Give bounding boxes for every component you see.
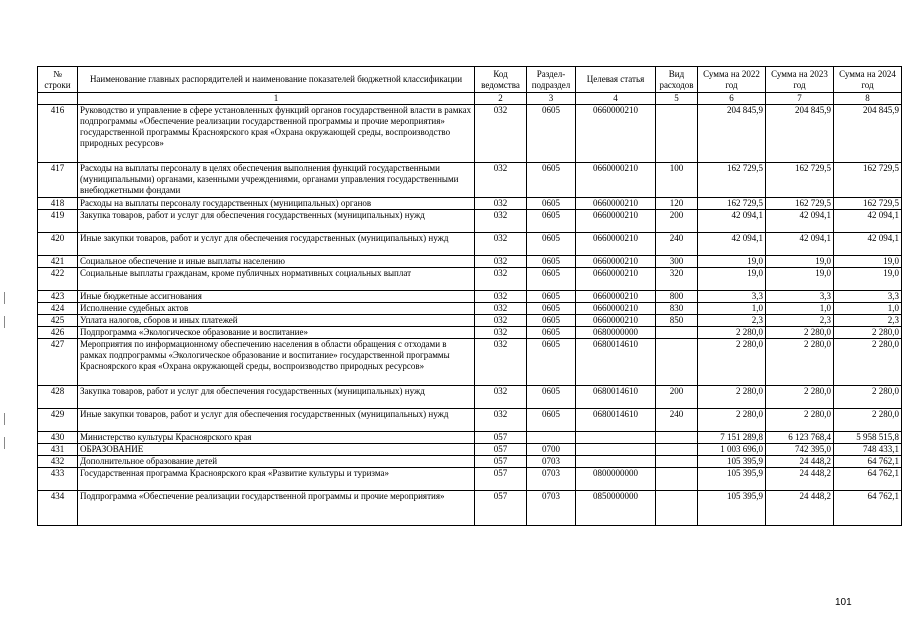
column-number: 2 [475,93,527,105]
row-exp-type [656,327,698,339]
row-section: 0703 [527,491,576,526]
row-name: Иные бюджетные ассигнования [78,291,475,303]
row-section: 0605 [527,315,576,327]
row-dept-code: 057 [475,468,527,491]
row-section: 0700 [527,444,576,456]
row-sum-2022: 7 151 289,8 [698,432,766,444]
row-dept-code: 057 [475,456,527,468]
header-exp-type: Вид расходов [656,67,698,93]
row-target: 0680014610 [576,386,656,409]
row-target: 0660000210 [576,198,656,210]
table-row [38,468,902,491]
header-sum-2022: Сумма на 2022 год [698,67,766,93]
table-row [38,444,902,456]
scan-margin-marks [0,0,10,640]
row-name: Подпрограмма «Экологическое образование и воспитание» [78,327,475,339]
row-number: 428 [38,386,78,409]
row-number: 429 [38,409,78,432]
row-sum-2023: 742 395,0 [766,444,834,456]
column-number [38,93,78,105]
row-sum-2022: 105 395,9 [698,468,766,491]
row-sum-2023: 24 448,2 [766,468,834,491]
row-target: 0660000210 [576,105,656,163]
row-target: 0680014610 [576,339,656,386]
row-sum-2023: 42 094,1 [766,233,834,256]
row-exp-type: 200 [656,386,698,409]
row-sum-2022: 162 729,5 [698,198,766,210]
row-name: Закупка товаров, работ и услуг для обеспечения государственных (муниципальных) нужд [78,210,475,233]
row-dept-code: 057 [475,432,527,444]
row-number: 416 [38,105,78,163]
table-row [38,233,902,256]
row-number: 426 [38,327,78,339]
table-row [38,386,902,409]
row-sum-2024: 42 094,1 [834,210,902,233]
row-dept-code: 032 [475,105,527,163]
column-number: 3 [527,93,576,105]
row-dept-code: 032 [475,339,527,386]
row-sum-2024: 1,0 [834,303,902,315]
row-sum-2022: 204 845,9 [698,105,766,163]
row-exp-type: 100 [656,163,698,198]
table-row [38,327,902,339]
table-row [38,210,902,233]
row-exp-type [656,468,698,491]
row-section: 0605 [527,105,576,163]
row-name: Уплата налогов, сборов и иных платежей [78,315,475,327]
row-target: 0680014610 [576,409,656,432]
table-row [38,268,902,291]
row-sum-2022: 2,3 [698,315,766,327]
header-row-no: № строки [38,67,78,93]
table-row [38,256,902,268]
row-sum-2023: 24 448,2 [766,456,834,468]
row-target: 0660000210 [576,210,656,233]
row-exp-type [656,456,698,468]
row-name: ОБРАЗОВАНИЕ [78,444,475,456]
row-section: 0605 [527,233,576,256]
column-number: 6 [698,93,766,105]
row-section: 0605 [527,339,576,386]
column-number: 5 [656,93,698,105]
row-exp-type [656,339,698,386]
row-name: Иные закупки товаров, работ и услуг для обеспечения государственных (муниципальных) нужд [78,409,475,432]
page-number: 101 [835,597,852,608]
row-sum-2022: 3,3 [698,291,766,303]
row-target [576,432,656,444]
row-sum-2024: 162 729,5 [834,198,902,210]
row-sum-2024: 19,0 [834,256,902,268]
row-sum-2023: 2 280,0 [766,409,834,432]
row-name: Руководство и управление в сфере установленных функций органов государственной власти в рамках подпрограммы «Обеспечение реализации государственной программы и прочие мероприятия» государственной программы Красноярского края «Охрана окружающей среды, воспроизводство природных ресурсов» [78,105,475,163]
row-target: 0660000210 [576,233,656,256]
row-section: 0703 [527,468,576,491]
row-sum-2022: 105 395,9 [698,491,766,526]
row-target: 0850000000 [576,491,656,526]
table-row [38,198,902,210]
table-row [38,303,902,315]
row-sum-2024: 204 845,9 [834,105,902,163]
row-number: 417 [38,163,78,198]
row-target: 0680000000 [576,327,656,339]
row-exp-type: 240 [656,233,698,256]
row-sum-2023: 24 448,2 [766,491,834,526]
row-exp-type: 240 [656,409,698,432]
row-dept-code: 032 [475,409,527,432]
row-exp-type: 800 [656,291,698,303]
row-sum-2024: 64 762,1 [834,491,902,526]
row-exp-type: 850 [656,315,698,327]
row-exp-type [656,432,698,444]
row-name: Дополнительное образование детей [78,456,475,468]
row-dept-code: 057 [475,491,527,526]
row-name: Мероприятия по информационному обеспечению населения в области обращения с отходами в рамках подпрограммы «Экологическое образование и воспитание» государственной программы Красноярского края «Охрана окружающей среды, воспроизводство природных ресурсов» [78,339,475,386]
row-number: 418 [38,198,78,210]
row-sum-2022: 19,0 [698,256,766,268]
row-sum-2024: 748 433,1 [834,444,902,456]
column-number: 7 [766,93,834,105]
table-row [38,163,902,198]
row-sum-2022: 42 094,1 [698,233,766,256]
row-sum-2022: 162 729,5 [698,163,766,198]
row-exp-type: 830 [656,303,698,315]
row-target: 0660000210 [576,268,656,291]
row-sum-2023: 19,0 [766,268,834,291]
budget-table [37,66,902,526]
row-dept-code: 032 [475,327,527,339]
row-name: Подпрограмма «Обеспечение реализации государственной программы и прочие мероприятия» [78,491,475,526]
row-exp-type [656,105,698,163]
row-sum-2023: 6 123 768,4 [766,432,834,444]
row-dept-code: 032 [475,198,527,210]
row-sum-2023: 19,0 [766,256,834,268]
row-sum-2024: 5 958 515,8 [834,432,902,444]
row-dept-code: 032 [475,315,527,327]
row-target: 0800000000 [576,468,656,491]
column-number: 4 [576,93,656,105]
row-name: Социальные выплаты гражданам, кроме публичных нормативных социальных выплат [78,268,475,291]
row-section [527,432,576,444]
row-target: 0660000210 [576,256,656,268]
row-number: 424 [38,303,78,315]
row-target [576,456,656,468]
row-sum-2024: 2 280,0 [834,409,902,432]
row-name: Государственная программа Красноярского края «Развитие культуры и туризма» [78,468,475,491]
row-sum-2023: 3,3 [766,291,834,303]
row-number: 422 [38,268,78,291]
row-exp-type: 200 [656,210,698,233]
row-sum-2022: 2 280,0 [698,386,766,409]
row-section: 0703 [527,456,576,468]
row-number: 419 [38,210,78,233]
row-sum-2024: 2 280,0 [834,339,902,386]
row-exp-type: 120 [656,198,698,210]
table-row [38,105,902,163]
row-section: 0605 [527,303,576,315]
table-row [38,339,902,386]
column-number-row [38,93,902,105]
row-section: 0605 [527,409,576,432]
row-sum-2023: 42 094,1 [766,210,834,233]
row-section: 0605 [527,210,576,233]
row-dept-code: 032 [475,303,527,315]
header-dept-code: Код ведомства [475,67,527,93]
row-dept-code: 057 [475,444,527,456]
row-sum-2024: 2,3 [834,315,902,327]
row-name: Исполнение судебных актов [78,303,475,315]
row-sum-2024: 19,0 [834,268,902,291]
row-section: 0605 [527,268,576,291]
row-name: Социальное обеспечение и иные выплаты населению [78,256,475,268]
row-section: 0605 [527,327,576,339]
row-dept-code: 032 [475,386,527,409]
row-dept-code: 032 [475,268,527,291]
row-sum-2023: 2 280,0 [766,339,834,386]
row-sum-2022: 1,0 [698,303,766,315]
row-section: 0605 [527,256,576,268]
row-section: 0605 [527,163,576,198]
header-sum-2024: Сумма на 2024 год [834,67,902,93]
row-dept-code: 032 [475,233,527,256]
row-exp-type [656,491,698,526]
column-number: 8 [834,93,902,105]
row-name: Закупка товаров, работ и услуг для обеспечения государственных (муниципальных) нужд [78,386,475,409]
row-sum-2024: 2 280,0 [834,327,902,339]
row-sum-2023: 1,0 [766,303,834,315]
row-sum-2023: 2,3 [766,315,834,327]
row-target: 0660000210 [576,291,656,303]
row-sum-2023: 162 729,5 [766,198,834,210]
header-target: Целевая статья [576,67,656,93]
table-row [38,491,902,526]
row-sum-2023: 2 280,0 [766,386,834,409]
row-sum-2022: 2 280,0 [698,409,766,432]
row-sum-2023: 2 280,0 [766,327,834,339]
row-number: 433 [38,468,78,491]
row-name: Иные закупки товаров, работ и услуг для обеспечения государственных (муниципальных) нужд [78,233,475,256]
row-number: 421 [38,256,78,268]
row-exp-type: 300 [656,256,698,268]
row-sum-2022: 1 003 696,0 [698,444,766,456]
row-dept-code: 032 [475,256,527,268]
row-sum-2022: 2 280,0 [698,339,766,386]
row-number: 420 [38,233,78,256]
row-number: 432 [38,456,78,468]
table-row [38,315,902,327]
table-row [38,456,902,468]
row-sum-2024: 162 729,5 [834,163,902,198]
row-sum-2023: 204 845,9 [766,105,834,163]
row-dept-code: 032 [475,210,527,233]
row-sum-2024: 2 280,0 [834,386,902,409]
row-sum-2024: 64 762,1 [834,456,902,468]
row-target [576,444,656,456]
row-section: 0605 [527,198,576,210]
row-number: 431 [38,444,78,456]
row-number: 425 [38,315,78,327]
row-exp-type: 320 [656,268,698,291]
header-section: Раздел-подраздел [527,67,576,93]
row-number: 423 [38,291,78,303]
row-sum-2024: 64 762,1 [834,468,902,491]
row-sum-2022: 42 094,1 [698,210,766,233]
column-number: 1 [78,93,475,105]
row-exp-type [656,444,698,456]
row-section: 0605 [527,386,576,409]
row-section: 0605 [527,291,576,303]
row-name: Расходы на выплаты персоналу государственных (муниципальных) органов [78,198,475,210]
row-number: 434 [38,491,78,526]
row-target: 0660000210 [576,303,656,315]
row-target: 0660000210 [576,163,656,198]
row-name: Расходы на выплаты персоналу в целях обеспечения выполнения функций государственными (муниципальными) органами, казенными учреждениями, органами управления государственными внебюджетными фондами [78,163,475,198]
row-sum-2024: 3,3 [834,291,902,303]
row-sum-2024: 42 094,1 [834,233,902,256]
header-sum-2023: Сумма на 2023 год [766,67,834,93]
row-sum-2022: 105 395,9 [698,456,766,468]
table-row [38,291,902,303]
row-sum-2023: 162 729,5 [766,163,834,198]
row-number: 430 [38,432,78,444]
row-sum-2022: 19,0 [698,268,766,291]
row-number: 427 [38,339,78,386]
table-row [38,409,902,432]
table-body [38,105,902,526]
table-row [38,432,902,444]
row-name: Министерство культуры Красноярского края [78,432,475,444]
row-target: 0660000210 [576,315,656,327]
row-dept-code: 032 [475,291,527,303]
row-sum-2022: 2 280,0 [698,327,766,339]
header-name: Наименование главных распорядителей и наименование показателей бюджетной классификации [78,67,475,93]
row-dept-code: 032 [475,163,527,198]
